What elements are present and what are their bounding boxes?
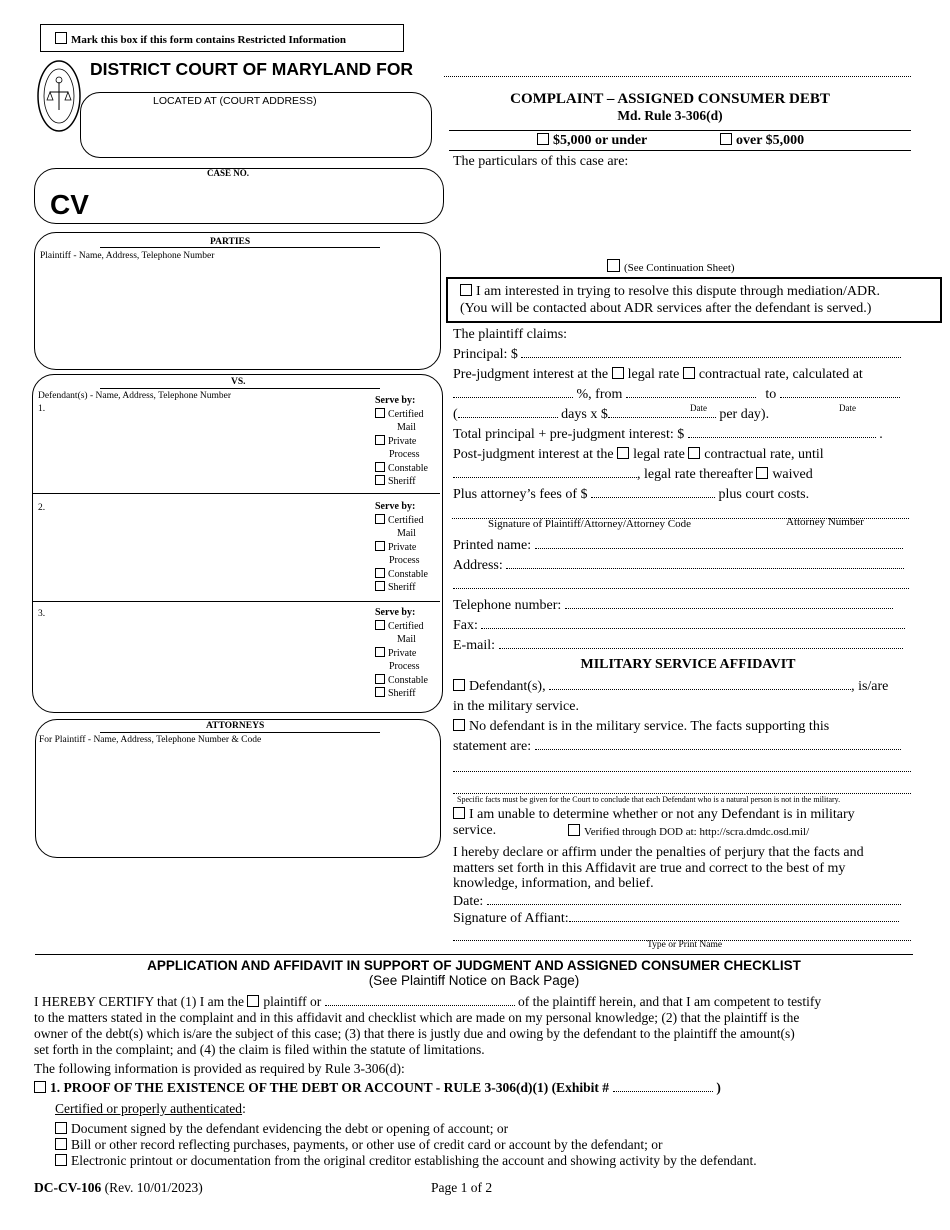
proof-item: Document signed by the defendant evidencing the debt or opening of account; or	[71, 1121, 509, 1136]
defendant-number: 3.	[38, 609, 46, 619]
sheriff-checkbox[interactable]	[375, 475, 385, 485]
attorney-fees-label: Plus attorney’s fees of $	[453, 487, 588, 502]
attorney-field[interactable]	[40, 748, 430, 848]
adr-line2: (You will be contacted about ADR services after the defendant is served.)	[460, 301, 872, 316]
defendant-field[interactable]	[50, 503, 360, 595]
claims-section	[453, 325, 913, 505]
pct-from-label: %, from	[576, 387, 623, 402]
colon: :	[242, 1101, 246, 1116]
declaration-line: matters set forth in this Affidavit are true and correct to the best of my	[453, 860, 846, 876]
total-input[interactable]	[688, 425, 876, 438]
page-number: Page 1 of 2	[431, 1180, 493, 1195]
under-5000-label: $5,000 or under	[553, 133, 648, 148]
certify-line: owner of the debt(s) which is/are the subject of this case; (3) that there is justly due and owing by the defendant to the plaintiff the amount(s)	[34, 1026, 795, 1041]
proof-label: 1. PROOF OF THE EXISTENCE OF THE DEBT OR ACCOUNT - RULE 3-306(d)(1) (Exhibit #	[50, 1080, 609, 1095]
legal-rate-label: legal rate	[627, 367, 680, 382]
plaintiff-checkbox[interactable]	[247, 995, 259, 1007]
serve-by-title: Serve by:	[375, 607, 416, 618]
unable-label: I am unable to determine whether or not any Defendant is in military	[469, 807, 855, 822]
certified-mail-checkbox[interactable]	[375, 408, 385, 418]
proof-checkbox[interactable]	[34, 1081, 46, 1093]
process-label: Process	[389, 661, 420, 672]
exhibit-input[interactable]	[613, 1079, 713, 1092]
per-day-label: per day).	[719, 407, 770, 422]
case-prefix: CV	[50, 189, 89, 220]
defendants-in-military-checkbox[interactable]	[453, 679, 465, 691]
court-title: DISTRICT COURT OF MARYLAND FOR	[90, 59, 414, 79]
to-date-caption: Date	[839, 403, 856, 413]
sheriff-checkbox[interactable]	[375, 581, 385, 591]
affiant-signature-input[interactable]	[569, 909, 899, 922]
mail-label: Mail	[397, 528, 416, 539]
prejudgment-label: Pre-judgment interest at the	[453, 367, 609, 382]
sheriff-label: Sheriff	[388, 688, 416, 699]
application-title: APPLICATION AND AFFIDAVIT IN SUPPORT OF JUDGMENT AND ASSIGNED CONSUMER CHECKLIST	[147, 958, 801, 973]
statement-input[interactable]	[535, 737, 901, 750]
certify-paragraph	[34, 993, 924, 1058]
attorneys-header: ATTORNEYS	[206, 721, 265, 731]
restricted-checkbox[interactable]	[55, 32, 67, 44]
continuation-label: (See Continuation Sheet)	[624, 262, 735, 274]
postjudgment-contractual-checkbox[interactable]	[688, 447, 700, 459]
constable-label: Constable	[388, 568, 428, 580]
address-input[interactable]	[506, 556, 904, 569]
bill-record-checkbox[interactable]	[55, 1138, 67, 1150]
specific-facts-note: Specific facts must be given for the Court to conclude that each Defendant who is a natural person is not in the military.	[457, 795, 841, 804]
prejudgment-contractual-checkbox[interactable]	[683, 367, 695, 379]
defendant-field[interactable]	[50, 404, 360, 488]
defendant-number: 2.	[38, 503, 46, 513]
under-5000-checkbox[interactable]	[537, 133, 549, 145]
telephone-input[interactable]	[565, 596, 893, 609]
particulars-label: The particulars of this case are:	[453, 154, 629, 169]
private-label: Private	[388, 647, 417, 659]
electronic-printout-checkbox[interactable]	[55, 1154, 67, 1166]
serve-by-title: Serve by:	[375, 501, 416, 512]
particulars-field[interactable]	[453, 172, 909, 256]
constable-label: Constable	[388, 462, 428, 474]
constable-checkbox[interactable]	[375, 674, 385, 684]
total-label: Total principal + pre-judgment interest: $	[453, 427, 685, 442]
private-label: Private	[388, 541, 417, 553]
application-subtitle: (See Plaintiff Notice on Back Page)	[368, 973, 580, 988]
private-process-checkbox[interactable]	[375, 435, 385, 445]
contractual-rate-label: contractual rate, calculated at	[698, 367, 863, 382]
email-input[interactable]	[499, 636, 903, 649]
type-print-caption: Type or Print Name	[647, 940, 723, 950]
adr-checkbox[interactable]	[460, 284, 472, 296]
continuation-checkbox[interactable]	[607, 259, 620, 272]
proof-item: Bill or other record reflecting purchases, payments, or other use of credit card or account by the defendant; or	[71, 1137, 663, 1152]
proof-item: Electronic printout or documentation from the original creditor establishing the account and showing activity by the defendant.	[71, 1153, 757, 1168]
principal-input[interactable]	[521, 345, 901, 358]
sheriff-label: Sheriff	[388, 476, 416, 487]
constable-checkbox[interactable]	[375, 462, 385, 472]
telephone-label: Telephone number:	[453, 598, 562, 613]
fax-label: Fax:	[453, 618, 478, 633]
email-label: E-mail:	[453, 638, 495, 653]
certified-label: Certified	[388, 514, 424, 526]
from-date-input[interactable]	[626, 385, 756, 398]
restricted-info-box	[40, 24, 404, 52]
legal-thereafter-label: , legal rate thereafter	[637, 467, 753, 482]
process-label: Process	[389, 555, 420, 566]
serve-by-group	[375, 500, 428, 595]
mail-label: Mail	[397, 422, 416, 433]
certified-mail-checkbox[interactable]	[375, 514, 385, 524]
sheriff-label: Sheriff	[388, 582, 416, 593]
attorney-number-caption: Attorney Number	[786, 516, 864, 528]
constable-label: Constable	[388, 674, 428, 686]
no-defendant-label: No defendant is in the military service. The facts supporting this	[469, 719, 830, 734]
paren-open: (	[453, 407, 458, 422]
postjudgment-label: Post-judgment interest at the	[453, 447, 614, 462]
proof-items	[55, 1121, 757, 1169]
affiant-signature-label: Signature of Affiant:	[453, 911, 569, 926]
certify-label: I HEREBY CERTIFY that (1) I am the	[34, 994, 245, 1009]
address-input-2[interactable]	[453, 576, 909, 589]
over-5000-checkbox[interactable]	[720, 133, 732, 145]
located-at-label: LOCATED AT (COURT ADDRESS)	[153, 95, 317, 107]
prejudgment-legal-checkbox[interactable]	[612, 367, 624, 379]
adr-line1: I am interested in trying to resolve this dispute through mediation/ADR.	[476, 284, 880, 299]
until-date-input[interactable]	[453, 465, 637, 478]
doc-signed-checkbox[interactable]	[55, 1122, 67, 1134]
legal-rate-label: legal rate	[633, 447, 685, 462]
sheriff-checkbox[interactable]	[375, 687, 385, 697]
signature-caption: Signature of Plaintiff/Attorney/Attorney Code	[488, 518, 691, 530]
serve-by-title: Serve by:	[375, 395, 416, 406]
attorneys-label: For Plaintiff - Name, Address, Telephone Number & Code	[39, 735, 262, 745]
plaintiff-or-label: plaintiff or	[263, 994, 322, 1009]
defendant-field[interactable]	[50, 609, 360, 701]
court-county-line[interactable]	[444, 76, 911, 77]
private-process-checkbox[interactable]	[375, 541, 385, 551]
declaration-line: I hereby declare or affirm under the penalties of perjury that the facts and	[453, 845, 864, 860]
over-5000-label: over $5,000	[736, 133, 805, 148]
restricted-label: Mark this box if this form contains Restricted Information	[71, 34, 346, 46]
certify-line: set forth in the complaint; and (4) the claim is filed within the statute of limitations.	[34, 1042, 485, 1057]
process-label: Process	[389, 449, 420, 460]
in-service-label: in the military service.	[453, 699, 579, 714]
constable-checkbox[interactable]	[375, 568, 385, 578]
case-no-label: CASE NO.	[207, 168, 250, 178]
certified-auth-label: Certified or properly authenticated	[55, 1101, 243, 1116]
isare-label: , is/are	[851, 679, 889, 694]
postjudgment-legal-checkbox[interactable]	[617, 447, 629, 459]
dod-verified-checkbox[interactable]	[568, 824, 580, 836]
court-costs-label: plus court costs.	[718, 487, 810, 502]
from-date-caption: Date	[690, 403, 707, 413]
serve-by-group	[375, 394, 428, 489]
dod-verified-label: Verified through DOD at: http://scra.dmdc.osd.mil/	[584, 826, 810, 838]
parties-header: PARTIES	[210, 237, 251, 247]
relation-input[interactable]	[325, 993, 515, 1006]
defendants-label: Defendant(s),	[469, 679, 546, 694]
to-label: to	[765, 387, 777, 402]
days-input[interactable]	[458, 405, 558, 418]
to-date-input[interactable]	[780, 385, 900, 398]
close-paren: )	[716, 1080, 721, 1095]
plaintiff-field[interactable]	[40, 264, 430, 362]
address-label: Address:	[453, 558, 503, 573]
declaration	[453, 845, 901, 927]
waived-label: waived	[772, 467, 813, 482]
court-seal	[36, 58, 82, 134]
date-label: Date:	[453, 893, 484, 909]
certified-label: Certified	[388, 620, 424, 632]
contractual-until-label: contractual rate, until	[704, 447, 824, 462]
defendants-label: Defendant(s) - Name, Address, Telephone Number	[38, 391, 232, 401]
printed-name-label: Printed name:	[453, 538, 532, 553]
waived-checkbox[interactable]	[756, 467, 768, 479]
complaint-title: COMPLAINT – ASSIGNED CONSUMER DEBT	[510, 91, 830, 107]
private-process-checkbox[interactable]	[375, 647, 385, 657]
declaration-line: knowledge, information, and belief.	[453, 876, 654, 891]
no-defendant-military-checkbox[interactable]	[453, 719, 465, 731]
certify-line: to the matters stated in the complaint and in this affidavit and checklist which are made on my personal knowledge; (2) that the plaintiff is the	[34, 1010, 800, 1025]
military-defendants-input[interactable]	[549, 677, 851, 690]
unable-determine-checkbox[interactable]	[453, 807, 465, 819]
form-id: DC-CV-106	[34, 1180, 102, 1195]
statement-label: statement are:	[453, 739, 532, 754]
attorney-fees-input[interactable]	[591, 485, 715, 498]
statement-input-2[interactable]	[453, 759, 911, 772]
military-section	[453, 677, 915, 779]
statement-input-3[interactable]	[453, 793, 911, 794]
plaintiff-label: Plaintiff - Name, Address, Telephone Number	[40, 251, 215, 261]
fax-input[interactable]	[481, 616, 905, 629]
affiant-date-input[interactable]	[487, 892, 901, 905]
military-title: MILITARY SERVICE AFFIDAVIT	[580, 657, 796, 672]
service-label: service.	[453, 823, 497, 838]
period: .	[879, 427, 883, 442]
following-label: The following information is provided as required by Rule 3-306(d):	[34, 1061, 405, 1076]
defendant-number: 1.	[38, 404, 46, 414]
vs-label: VS.	[231, 377, 246, 387]
private-label: Private	[388, 435, 417, 447]
serve-by-group	[375, 606, 428, 701]
contact-section	[453, 536, 913, 656]
printed-name-input[interactable]	[535, 536, 903, 549]
seal-icon	[36, 58, 82, 134]
principal-label: Principal: $	[453, 347, 518, 362]
days-x-label: days x $	[561, 407, 608, 422]
form-revision: (Rev. 10/01/2023)	[104, 1180, 203, 1195]
interest-rate-input[interactable]	[453, 385, 573, 398]
mail-label: Mail	[397, 634, 416, 645]
certify-b-label: of the plaintiff herein, and that I am competent to testify	[518, 994, 822, 1009]
certified-label: Certified	[388, 408, 424, 420]
complaint-rule: Md. Rule 3-306(d)	[617, 108, 723, 123]
certified-mail-checkbox[interactable]	[375, 620, 385, 630]
claims-intro: The plaintiff claims:	[453, 327, 568, 342]
